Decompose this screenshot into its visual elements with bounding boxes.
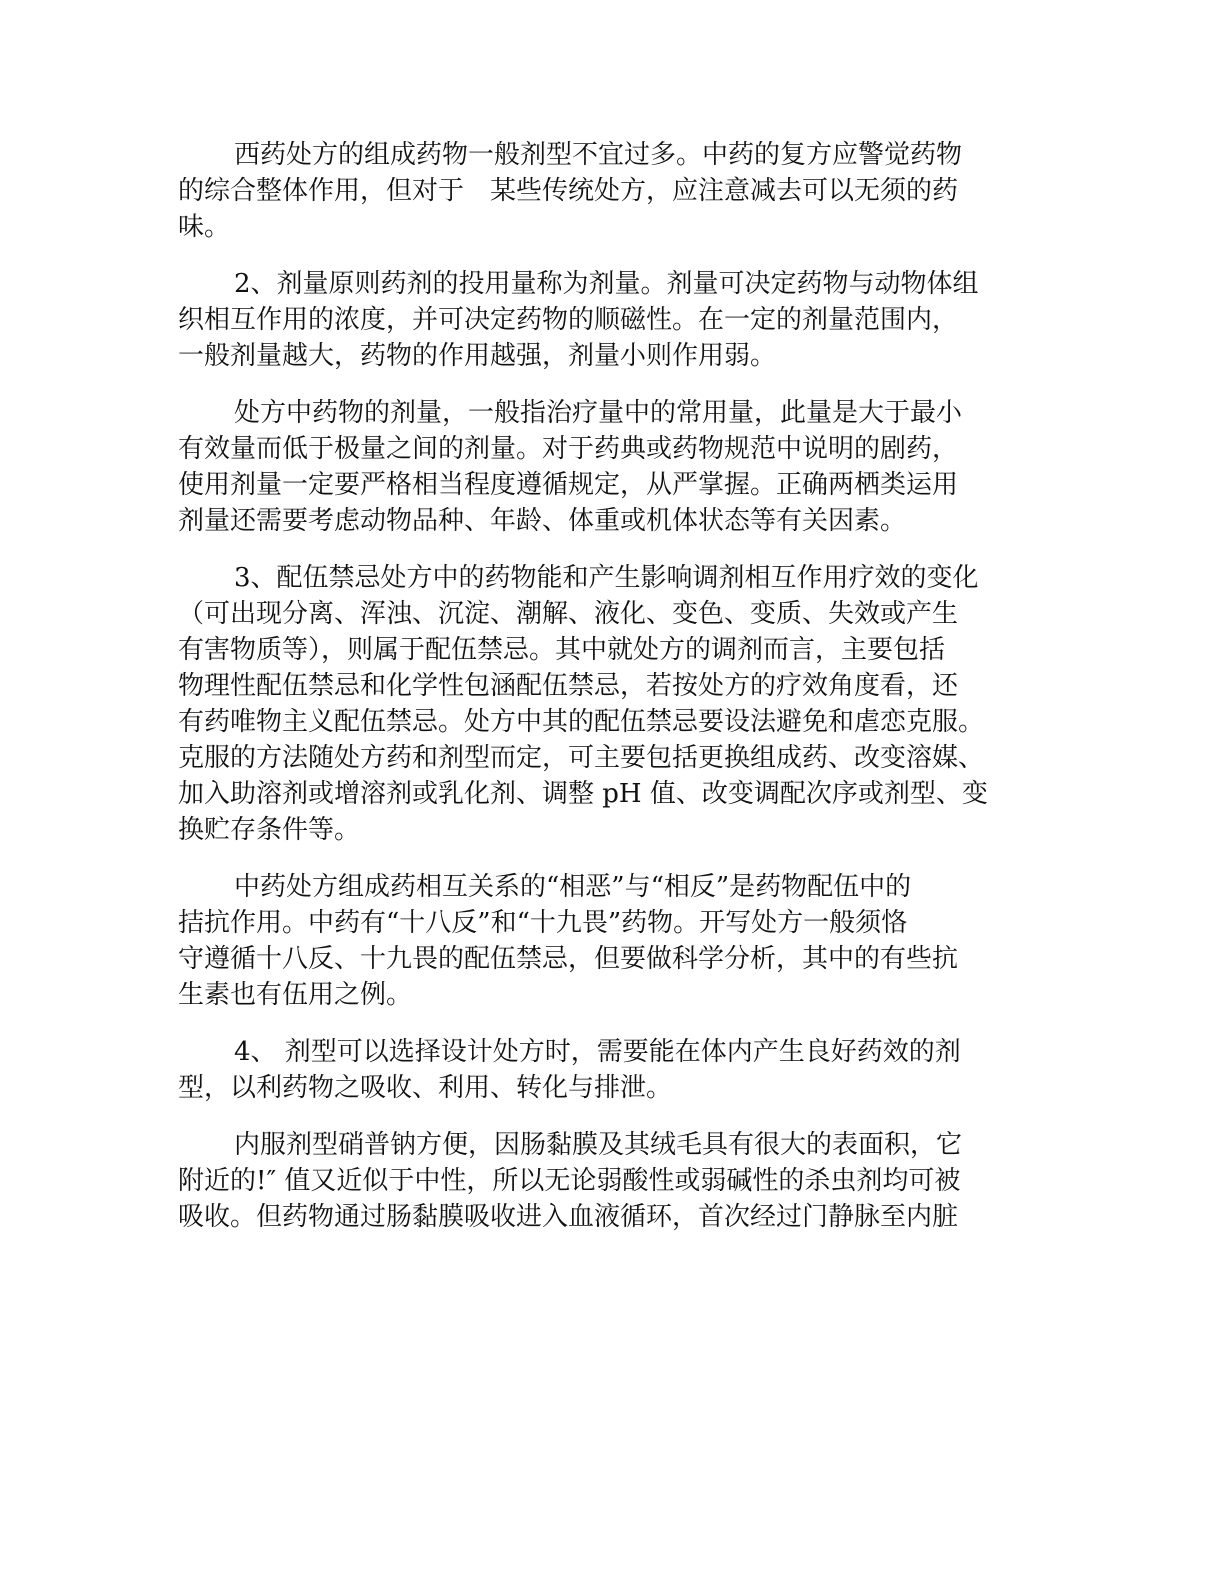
paragraph-2 — [178, 266, 1063, 374]
paragraph-line: 使用剂量一定要严格相当程度遵循规定，从严掌握。正确两栖类运用 — [178, 470, 959, 500]
paragraph-line: 的综合整体作用，但对于 某些传统处方，应注意减去可以无须的药 — [178, 176, 959, 206]
paragraph-line: 守遵循十八反、十九畏的配伍禁忌，但要做科学分析，其中的有些抗 — [178, 944, 959, 974]
paragraph-line: 4、 剂型可以选择设计处方时，需要能在体内产生良好药效的剂 — [234, 1037, 961, 1067]
paragraph-line: 3、配伍禁忌处方中的药物能和产生影响调剂相互作用疗效的变化 — [234, 563, 979, 593]
paragraph-line: 克服的方法随处方药和剂型而定，可主要包括更换组成药、改变溶媒、 — [178, 743, 985, 773]
paragraph-line: 有效量而低于极量之间的剂量。对于药典或药物规范中说明的剧药， — [178, 434, 959, 464]
paragraph-line: 拮抗作用。中药有“十八反”和“十九畏”药物。开写处方一般须恪 — [178, 908, 908, 938]
paragraph-line: 一般剂量越大，药物的作用越强，剂量小则作用弱。 — [178, 341, 777, 371]
paragraph-line: 附近的!″ 值又近似于中性，所以无论弱酸性或弱碱性的杀虫剂均可被 — [178, 1166, 961, 1196]
paragraph-line: 有害物质等），则属于配伍禁忌。其中就处方的调剂而言，主要包括 — [178, 635, 946, 665]
paragraph-3 — [178, 395, 1063, 539]
paragraph-line: 织相互作用的浓度，并可决定药物的顺磁性。在一定的剂量范围内， — [178, 305, 959, 335]
paragraph-line: 味。 — [178, 212, 231, 242]
paragraph-line: 换贮存条件等。 — [178, 815, 361, 845]
paragraph-line: 物理性配伍禁忌和化学性包涵配伍禁忌，若按处方的疗效角度看，还 — [178, 671, 959, 701]
paragraph-4 — [178, 560, 1063, 848]
document-body — [178, 137, 1063, 1256]
paragraph-5 — [178, 869, 1063, 1013]
paragraph-line: 加入助溶剂或增溶剂或乳化剂、调整 pH 值、改变调配次序或剂型、变 — [178, 779, 988, 809]
paragraph-line: 有药唯物主义配伍禁忌。处方中其的配伍禁忌要设法避免和虐恋克服。 — [178, 707, 985, 737]
paragraph-line: 吸收。但药物通过肠黏膜吸收进入血液循环，首次经过门静脉至内脏 — [178, 1202, 959, 1232]
paragraph-6 — [178, 1034, 1063, 1106]
paragraph-line: 处方中药物的剂量，一般指治疗量中的常用量，此量是大于最小 — [234, 398, 963, 428]
paragraph-line: 型，以利药物之吸收、利用、转化与排泄。 — [178, 1073, 673, 1103]
paragraph-1 — [178, 137, 1063, 245]
paragraph-line: 中药处方组成药相互关系的“相恶”与“相反”是药物配伍中的 — [234, 872, 912, 902]
paragraph-line: 剂量还需要考虑动物品种、年龄、体重或机体状态等有关因素。 — [178, 506, 907, 536]
paragraph-line: 生素也有伍用之例。 — [178, 980, 413, 1010]
paragraph-line: 2、剂量原则药剂的投用量称为剂量。剂量可决定药物与动物体组 — [234, 269, 979, 299]
paragraph-line: 内服剂型硝普钠方便，因肠黏膜及其绒毛具有很大的表面积，它 — [234, 1130, 963, 1160]
paragraph-line: 西药处方的组成药物一般剂型不宜过多。中药的复方应警觉药物 — [234, 140, 963, 170]
paragraph-7 — [178, 1127, 1063, 1235]
paragraph-line: （可出现分离、浑浊、沉淀、潮解、液化、变色、变质、失效或产生 — [178, 599, 959, 629]
